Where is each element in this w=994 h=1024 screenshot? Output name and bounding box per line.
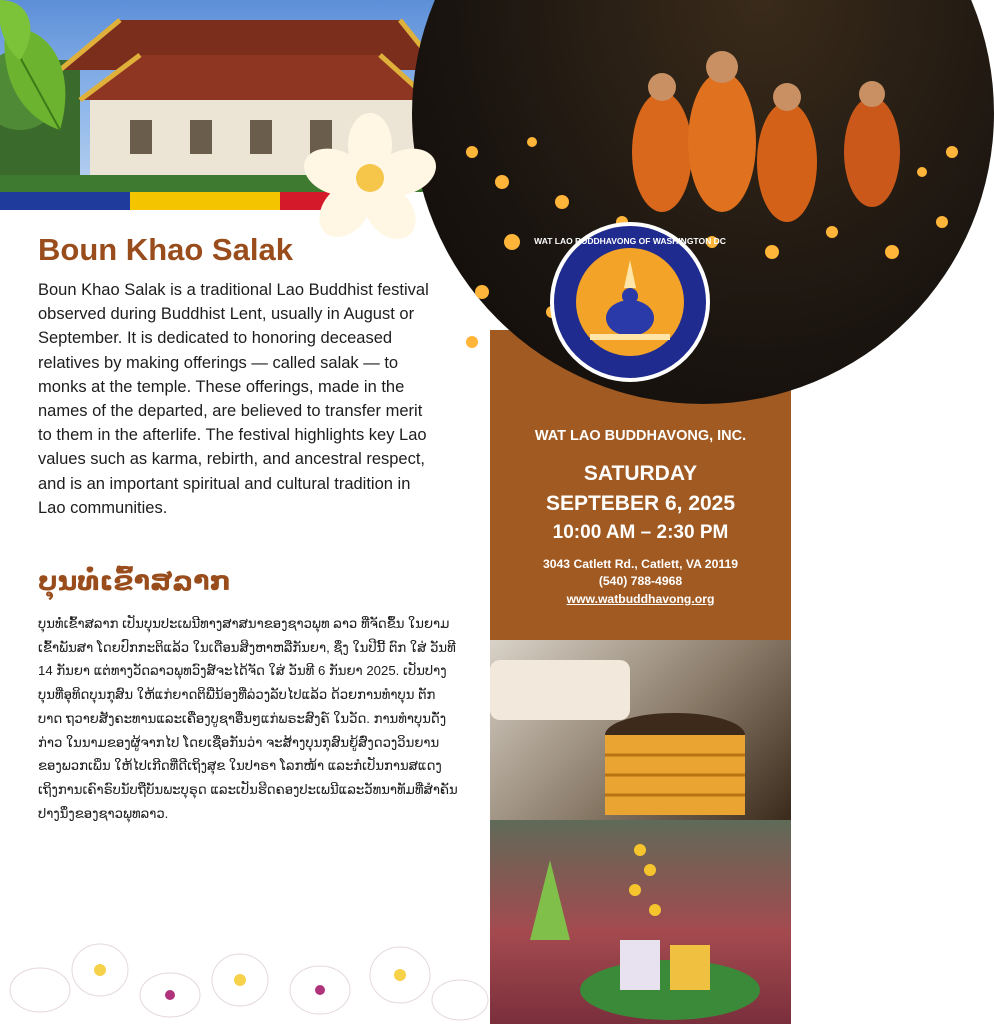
temple-emblem — [534, 222, 726, 382]
english-description: Boun Khao Salak is a traditional Lao Buddhist festival observed during Buddhist Lent, usually in August or September. It is dedicated to honoring deceased relatives by making offerings — called salak — to monks at the temple. These offerings, made in the names of the departed, are believed to transfer merit to them in the afterlife. The festival highlights key Lao values such as karma, rebirth, and ancestral respect, and is an important spiritual and cultural tradition in Lao communities. — [38, 281, 429, 517]
lao-description: ບຸນທໍ່ເຂົ້າສລາກ ເປັນບຸນປະເພນີທາງສາສນາຂອງຊາວພຸທ ລາວ ທີ່ຈັດຂຶ້ນ ໃນຍາມເຂົ້າພັນສາ ໂດຍປົກກະຕິແລ້ວ ໃນເດືອນສິງຫາຫລືກັນຍາ, ຊຶ່ງ ໃນປີນີ້ ຕົກ ໃສ່ ວັນທີ 14 ກັນຍາ ແຕ່ທາງວັດລາວພຸທວົງສ໌ຈະໄດ້ຈັດ ໃສ່ ວັນທີ 6 ກັນຍາ 2025. ເປັນປາງບຸນທີ່ອຸທິດບຸນກຸສົນ ໃຫ້ແກ່ຍາດຕິພີ່ນ້ອງທີ່ລ່ວງລັບໄປແລ້ວ ດ້ວຍການທຳບຸນ ຕັກບາດ ຖວາຍສັງຄະທານແລະເຄື່ອງບູຊາອື່ນໆແກ່ພຣະສົງຄ໌ ໃນວັດ. ການທຳບຸນດັ່ງກ່າວ ໃນນາມຂອງຜູ້ຈາກໄປ ໂດຍເຊື່ອກັນວ່າ ຈະສ້າງບຸນກຸສົນຍູ້ສົ່ງດວງວິນຍານຂອງພວກເພິ່ນ ໃຫ້ໄປເກີດທີ່ດີເຖິງສຸຂ ໃນປາຣາ ໂລກໜ້າ ແລະກໍເປັນການສແດງເຖິງການເຄົາຣົບນັບຖືບັນພະບຸຣຸດ ແລະເປັນຮີດຄອງປະເພນີແລະວັທນາທັມທີ່ສຳຄັນປາງນຶ່ງຂອງຊາວພຸທລາວ. — [38, 616, 458, 821]
offerings-photo — [490, 820, 791, 1024]
emblem-text: WAT LAO BUDDHAVONG OF WASHINGTON DC — [534, 236, 726, 246]
flag-stripe — [0, 192, 330, 210]
plumeria-flower — [300, 110, 440, 240]
event-address: 3043 Catlett Rd., Catlett, VA 20119 — [542, 557, 739, 571]
leaf-decoration — [0, 0, 90, 160]
organization-name: WAT LAO BUDDHAVONG, INC. — [534, 428, 747, 444]
event-website-link[interactable]: www.watbuddhavong.org — [566, 592, 715, 606]
event-phone: (540) 788-4968 — [598, 574, 683, 588]
event-time: 10:00 AM – 2:30 PM — [552, 522, 729, 543]
bottom-flowers-decoration — [0, 930, 490, 1024]
alms-bowl-photo — [490, 640, 791, 820]
lao-title: ບຸນທໍ່ເຂົ້າສລາກ — [38, 566, 231, 596]
event-day: SATURDAY — [583, 462, 698, 485]
english-title: Boun Khao Salak — [38, 232, 293, 267]
event-date: SEPTEBER 6, 2025 — [545, 492, 736, 515]
